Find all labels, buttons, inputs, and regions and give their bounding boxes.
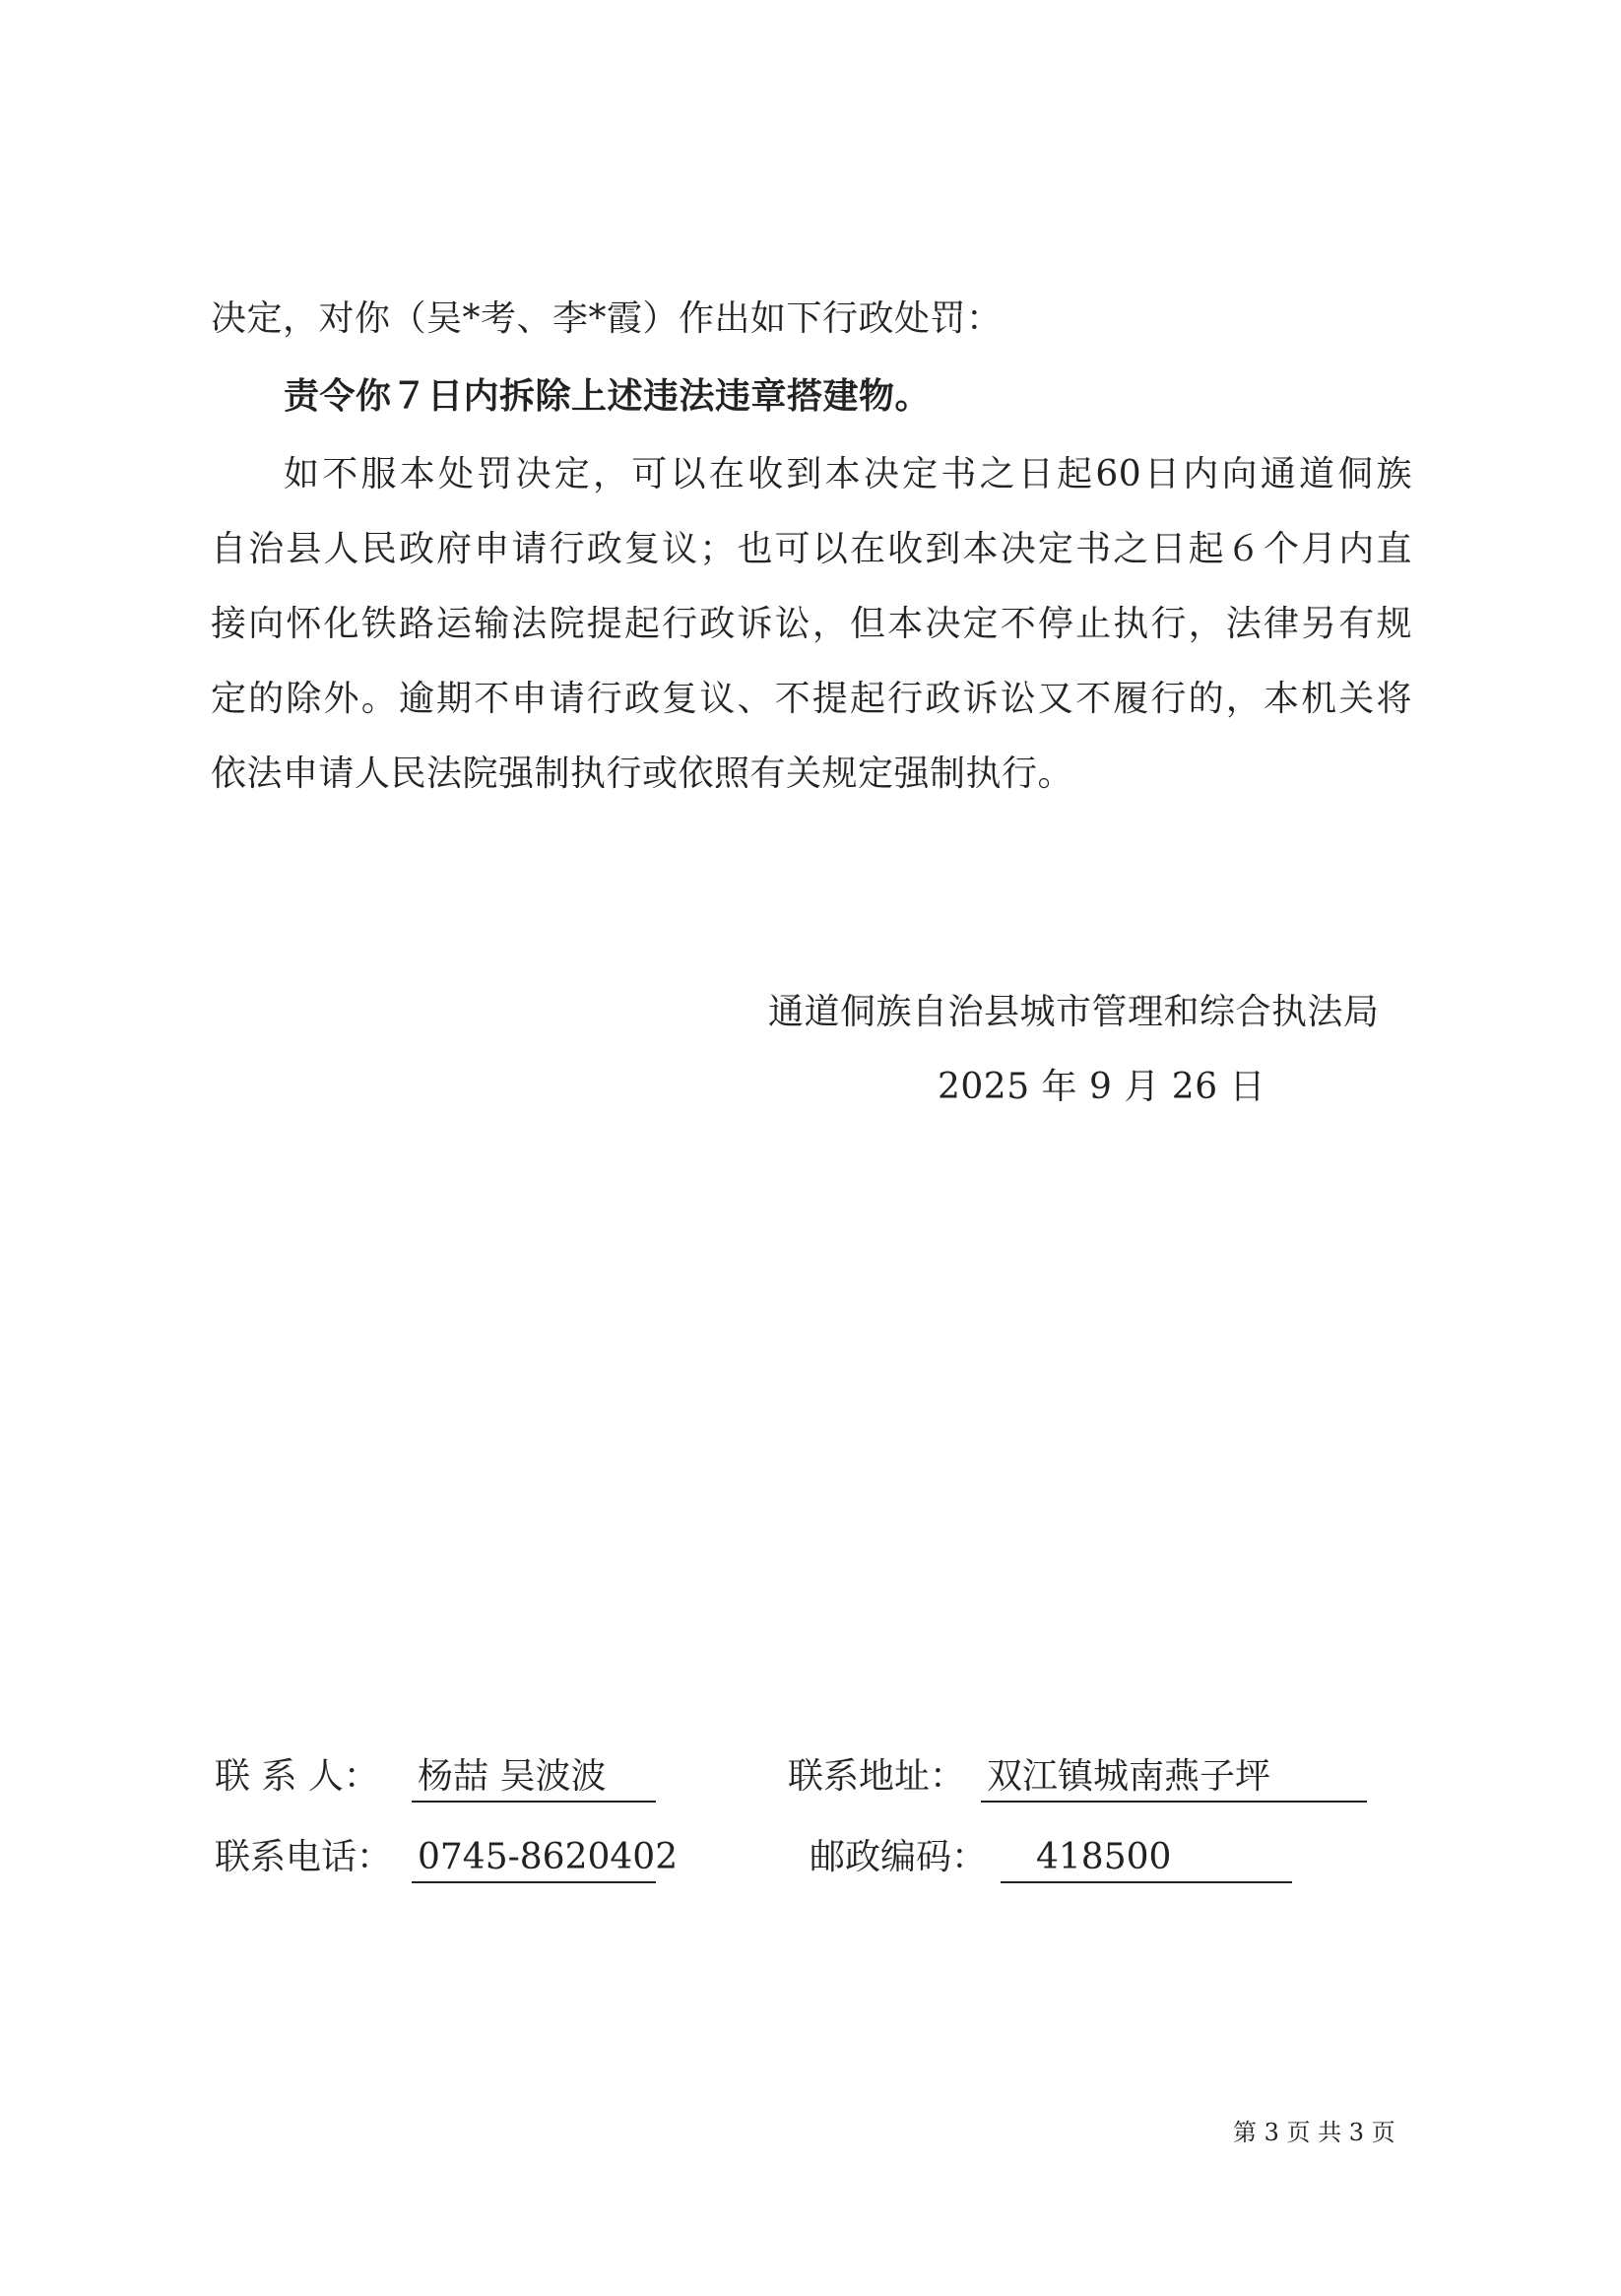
paragraph-decision-intro: 决定，对你（吴*考、李*霞）作出如下行政处罚： <box>211 298 1003 339</box>
contact-address-value: 双江镇城南燕子坪 <box>981 1753 1367 1803</box>
paragraph-appeal-line-3: 接向怀化铁路运输法院提起行政诉讼，但本决定不停止执行，法律另有规 <box>211 604 1412 644</box>
issuing-organization: 通道侗族自治县城市管理和综合执法局 <box>768 992 1380 1032</box>
contact-address-label: 联系地址： <box>788 1756 966 1797</box>
contact-phone-label: 联系电话： <box>215 1837 393 1877</box>
contact-phone-value: 0745-8620402 <box>412 1834 656 1883</box>
contact-person-label: 联 系 人： <box>215 1756 379 1797</box>
page-number-footer: 第 3 页 共 3 页 <box>1233 2119 1395 2146</box>
paragraph-appeal-line-4: 定的除外。逾期不申请行政复议、不提起行政诉讼又不履行的，本机关将 <box>211 679 1412 719</box>
contact-postcode-label: 邮政编码： <box>810 1837 988 1877</box>
paragraph-penalty-order: 责令你７日内拆除上述违法违章搭建物。 <box>284 375 932 417</box>
issue-date: 2025 年 9 月 26 日 <box>938 1067 1266 1107</box>
contact-person-value: 杨喆 吴波波 <box>412 1753 656 1803</box>
contact-postcode-value: 418500 <box>1001 1834 1292 1883</box>
paragraph-appeal-line-2: 自治县人民政府申请行政复议；也可以在收到本决定书之日起６个月内直 <box>211 529 1412 569</box>
paragraph-appeal-line-1: 如不服本处罚决定，可以在收到本决定书之日起60日内向通道侗族 <box>284 454 1412 494</box>
paragraph-appeal-line-5: 依法申请人民法院强制执行或依照有关规定强制执行。 <box>211 754 1074 794</box>
